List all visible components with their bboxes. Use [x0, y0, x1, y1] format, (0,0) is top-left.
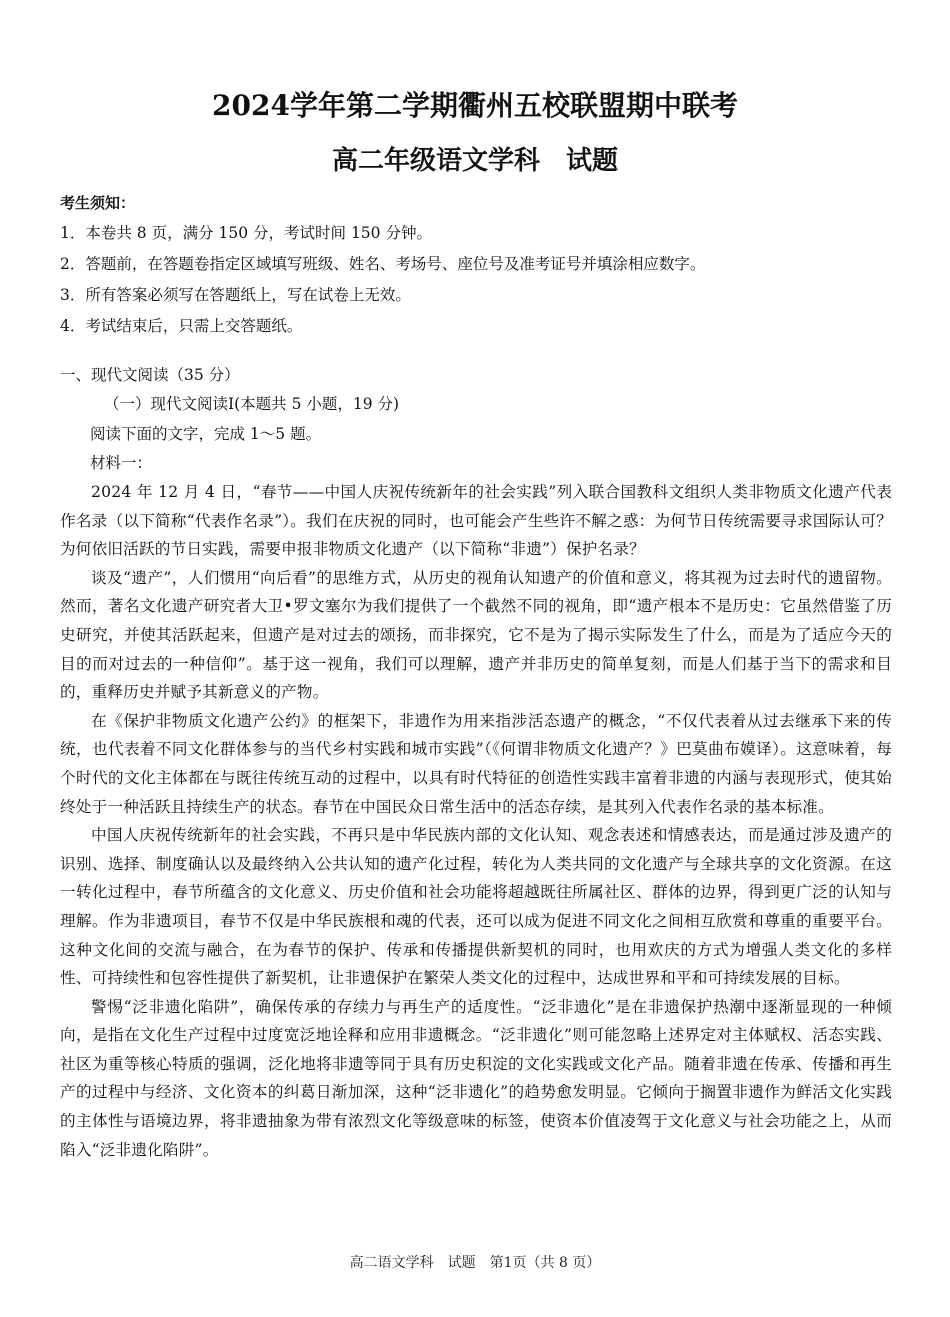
reading-instruction: 阅读下面的文字，完成 1～5 题。	[90, 425, 322, 443]
passage-paragraph: 警惕“泛非遗化陷阱”，确保传承的存续力与再生产的适度性。“泛非遗化”是在非遗保护热潮中逐渐显现的一种倾向，是指在文化生产过程中过度宽泛地诠释和应用非遗概念。“泛非遗化”则可能忽略上述界定对主体赋权、活态实践、社区为重等核心特质的强调，泛化地将非遗等同于具有历史积淀的文化实践或文化产品。随着非遗在传承、传播和再生产的过程中与经济、文化资本的纠葛日渐加深，这种“泛非遗化”的趋势愈发明显。它倾向于搁置非遗作为鲜活文化实践的主体性与语境边界，将非遗抽象为带有浓烈文化等级意味的标签，使资本价值凌驾于文化意义与社会功能之上，从而陷入“泛非遗化陷阱”。	[60, 997, 892, 1159]
notice-item: 1．本卷共 8 页，满分 150 分，考试时间 150 分钟。	[60, 224, 432, 242]
passage-paragraph: 在《保护非物质文化遗产公约》的框架下，非遗作为用来指涉活态遗产的概念，“不仅代表着从过去继承下来的传统，也代表着不同文化群体参与的当代乡村实践和城市实践”（《何谓非物质文化遗产？》巴莫曲布嫫译）。这意味着，每个时代的文化主体都在与既往传统互动的过程中，以具有时代特征的创造性实践丰富着非遗的内涵与表现形式，使其始终处于一种活跃且持续生产的状态。春节在中国民众日常生活中的活态存续，是其列入代表作名录的基本标准。	[60, 711, 892, 816]
notice-item: 3．所有答案必须写在答题纸上，写在试卷上无效。	[60, 286, 411, 304]
reading-passage	[60, 478, 892, 1164]
notice-item: 2．答题前，在答题卷指定区域填写班级、姓名、考场号、座位号及准考证号并填涂相应数字。	[60, 255, 706, 273]
passage-paragraph: 2024 年 12 月 4 日，“春节——中国人庆祝传统新年的社会实践”列入联合国教科文组织人类非物质文化遗产代表作名录（以下简称“代表作名录”）。我们在庆祝的同时，也可能会产生些许不解之惑：为何节日传统需要寻求国际认可？为何依旧活跃的节日实践，需要申报非物质文化遗产（以下简称“非遗”）保护名录？	[60, 483, 892, 559]
subsection-title: （一）现代文阅读Ⅰ(本题共 5 小题，19 分)	[104, 395, 400, 413]
notice-list	[60, 218, 900, 342]
exam-subtitle: 高二年级语文学科 试题	[331, 146, 618, 176]
notice-heading: 考生须知：	[60, 194, 136, 212]
passage-paragraph: 中国人庆祝传统新年的社会实践，不再只是中华民族内部的文化认知、观念表述和情感表达，而是通过涉及遗产的识别、选择、制度确认以及最终纳入公共认知的遗产化过程，转化为人类共同的文化遗产与全球共享的文化资源。在这一转化过程中，春节所蕴含的文化意义、历史价值和社会功能将超越既往所属社区、群体的边界，得到更广泛的认知与理解。作为非遗项目，春节不仅是中华民族根和魂的代表，还可以成为促进不同文化之间相互欣赏和尊重的重要平台。这种文化间的交流与融合，在为春节的保护、传承和传播提供新契机的同时，也用欢庆的方式为增强人类文化的多样性、可持续性和包容性提供了新契机，让非遗保护在繁荣人类文化的过程中，达成世界和平和可持续发展的目标。	[60, 826, 892, 988]
page-footer: 高二语文学科 试题 第1页（共 8 页）	[349, 1255, 601, 1271]
material-label: 材料一：	[90, 454, 153, 472]
section-title: 一、现代文阅读（35 分）	[60, 366, 240, 384]
passage-paragraph: 谈及“遗产”，人们惯用“向后看”的思维方式，从历史的视角认知遗产的价值和意义，将其视为过去时代的遗留物。然而，著名文化遗产研究者大卫•罗文塞尔为我们提供了一个截然不同的视角，即“遗产根本不是历史：它虽然借鉴了历史研究，并使其活跃起来，但遗产是对过去的颂扬，而非探究，它不是为了揭示实际发生了什么，而是为了适应今天的目的而对过去的一种信仰”。基于这一视角，我们可以理解，遗产并非历史的简单复刻，而是人们基于当下的需求和目的，重释历史并赋予其新意义的产物。	[60, 568, 892, 702]
exam-title: 2024学年第二学期衢州五校联盟期中联考	[212, 89, 738, 122]
notice-item: 4．考试结束后，只需上交答题纸。	[60, 317, 303, 335]
